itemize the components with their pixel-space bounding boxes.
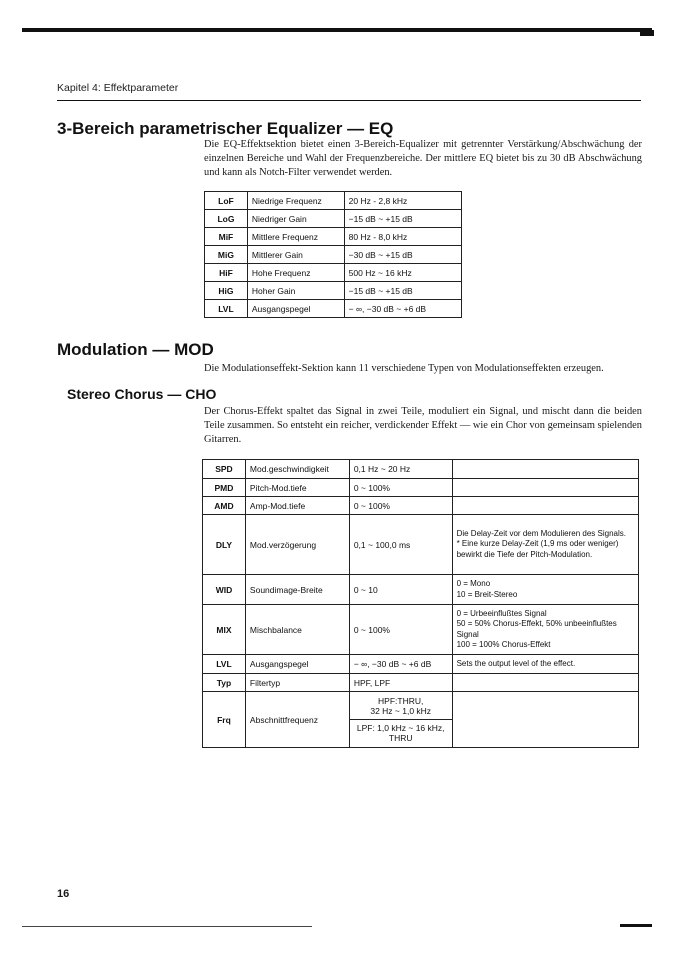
param-range: −15 dB ~ +15 dB	[344, 210, 461, 228]
param-name: Hohe Frequenz	[247, 264, 344, 282]
bottom-rule	[22, 926, 312, 927]
param-range	[349, 692, 452, 748]
param-key: MiF	[205, 228, 248, 246]
table-row	[203, 479, 639, 497]
table-row	[205, 282, 462, 300]
table-row	[205, 264, 462, 282]
running-head: Kapitel 4: Effektparameter	[57, 82, 179, 94]
param-name: Niedrige Frequenz	[247, 192, 344, 210]
top-rule	[22, 28, 652, 32]
param-note	[452, 479, 638, 497]
param-key: LoF	[205, 192, 248, 210]
param-note	[452, 460, 638, 479]
param-key: HiG	[205, 282, 248, 300]
cho-parameter-table	[202, 459, 639, 748]
param-name: Pitch-Mod.tiefe	[245, 479, 349, 497]
table-row	[203, 692, 639, 748]
param-key: PMD	[203, 479, 246, 497]
param-key: Frq	[203, 692, 246, 748]
mod-section-title: Modulation — MOD	[57, 340, 214, 359]
param-name: Mod.geschwindigkeit	[245, 460, 349, 479]
param-key: HiF	[205, 264, 248, 282]
bottom-corner-mark	[620, 924, 652, 927]
cho-section-title: Stereo Chorus — CHO	[67, 386, 217, 402]
param-key: AMD	[203, 497, 246, 515]
mod-intro-paragraph: Die Modulationseffekt-Sektion kann 11 verschiedene Typen von Modulationseffekten erzeugen.	[204, 363, 604, 374]
param-range: − ∞, −30 dB ~ +6 dB	[349, 655, 452, 674]
param-range: 0 ~ 100%	[349, 479, 452, 497]
param-name: Filtertyp	[245, 674, 349, 692]
param-note: 0 = Mono 10 = Breit-Stereo	[452, 575, 638, 605]
table-row	[203, 655, 639, 674]
param-range: −15 dB ~ +15 dB	[344, 282, 461, 300]
table-row	[203, 460, 639, 479]
param-name: Mittlerer Gain	[247, 246, 344, 264]
eq-intro-paragraph: Die EQ-Effektsektion bietet einen 3-Bereich-Equalizer mit getrennter Verstärkung/Abschwächung der einzelnen Bereiche und Wahl der Frequenzbereiche. Der mittlere EQ bietet bis zu 30 dB Abschwächung und kann als Notch-Filter verwendet werden.	[204, 139, 642, 178]
param-range: 500 Hz ~ 16 kHz	[344, 264, 461, 282]
lpf-range: LPF: 1,0 kHz ~ 16 kHz, THRU	[356, 723, 445, 743]
param-key: DLY	[203, 515, 246, 575]
param-range: − ∞, −30 dB ~ +6 dB	[344, 300, 461, 318]
param-note: Sets the output level of the effect.	[452, 655, 638, 674]
param-key: MIX	[203, 605, 246, 655]
param-key: WID	[203, 575, 246, 605]
cho-intro-paragraph: Der Chorus-Effekt spaltet das Signal in zwei Teile, moduliert ein Signal, und mischt dann die beiden Teile zusammen. So entsteht ein reicher, verdickender Effekt — wie ein Chor von gemeinsam spielenden Gitarren.	[204, 406, 642, 445]
param-key: LVL	[203, 655, 246, 674]
param-range: 0 ~ 10	[349, 575, 452, 605]
param-name: Mod.verzögerung	[245, 515, 349, 575]
param-range: 0 ~ 100%	[349, 497, 452, 515]
param-note	[452, 497, 638, 515]
param-key: Typ	[203, 674, 246, 692]
top-rule-tip	[640, 30, 654, 36]
table-row	[205, 228, 462, 246]
param-name: Soundimage-Breite	[245, 575, 349, 605]
param-name: Abschnittfrequenz	[245, 692, 349, 748]
header-rule	[57, 100, 641, 101]
param-key: MiG	[205, 246, 248, 264]
param-note	[452, 692, 638, 748]
param-range: 0 ~ 100%	[349, 605, 452, 655]
param-range: −30 dB ~ +15 dB	[344, 246, 461, 264]
param-range: HPF, LPF	[349, 674, 452, 692]
table-row	[203, 674, 639, 692]
eq-parameter-table	[204, 191, 462, 318]
table-row	[203, 515, 639, 575]
param-name: Niedriger Gain	[247, 210, 344, 228]
eq-section-title: 3-Bereich parametrischer Equalizer — EQ	[57, 119, 394, 138]
param-note: 0 = Urbeeinflußtes Signal 50 = 50% Chorus-Effekt, 50% unbeeinflußtes Signal 100 = 100% Chorus-Effekt	[452, 605, 638, 655]
table-row	[205, 246, 462, 264]
param-key: LoG	[205, 210, 248, 228]
table-row	[205, 192, 462, 210]
param-key: LVL	[205, 300, 248, 318]
param-note	[452, 674, 638, 692]
param-name: Ausgangspegel	[247, 300, 344, 318]
param-note: Die Delay-Zeit vor dem Modulieren des Signals. * Eine kurze Delay-Zeit (1,9 ms oder weniger) bewirkt die Tiefe der Pitch-Modulation.	[452, 515, 638, 575]
param-range: 20 Hz - 2,8 kHz	[344, 192, 461, 210]
page-number: 16	[57, 888, 70, 900]
param-range: 0,1 Hz ~ 20 Hz	[349, 460, 452, 479]
hpf-range: HPF:THRU, 32 Hz ~ 1,0 kHz	[350, 694, 452, 720]
param-name: Hoher Gain	[247, 282, 344, 300]
param-name: Amp-Mod.tiefe	[245, 497, 349, 515]
table-row	[203, 497, 639, 515]
param-key: SPD	[203, 460, 246, 479]
table-row	[205, 300, 462, 318]
param-name: Ausgangspegel	[245, 655, 349, 674]
table-row	[203, 605, 639, 655]
param-range: 80 Hz - 8,0 kHz	[344, 228, 461, 246]
table-row	[203, 575, 639, 605]
param-name: Mischbalance	[245, 605, 349, 655]
param-name: Mittlere Frequenz	[247, 228, 344, 246]
param-range: 0,1 ~ 100,0 ms	[349, 515, 452, 575]
table-row	[205, 210, 462, 228]
